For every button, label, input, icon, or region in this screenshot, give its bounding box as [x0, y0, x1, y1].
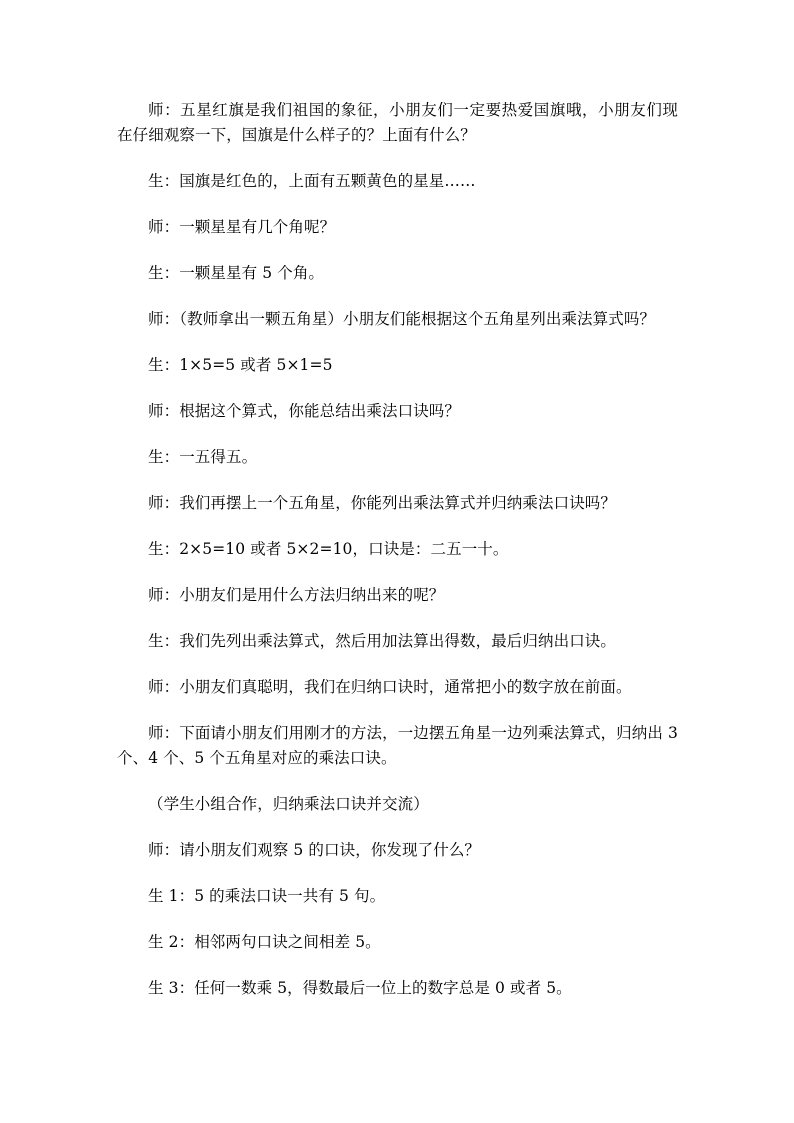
paragraph-3: 师：一颗星星有几个角呢？ — [148, 218, 336, 236]
paragraph-2: 生：国旗是红色的，上面有五颗黄色的星星…… — [148, 172, 476, 190]
paragraph-16: 师：请小朋友们观察 5 的口诀，你发现了什么？ — [148, 841, 481, 859]
paragraph-10: 生：2×5=10 或者 5×2=10，口诀是：二五一十。 — [148, 540, 509, 558]
paragraph-7: 师：根据这个算式，你能总结出乘法口诀吗？ — [148, 402, 461, 420]
paragraph-15: （学生小组合作，归纳乘法口诀并交流） — [148, 795, 429, 813]
paragraph-1: 师：五星红旗是我们祖国的象征，小朋友们一定要热爱国旗哦，小朋友们现在仔细观察一下，国旗是什么样子的？上面有什么？ — [117, 101, 678, 144]
paragraph-6: 生：1×5=5 或者 5×1=5 — [148, 356, 333, 374]
paragraph-5: 师：（教师拿出一颗五角星）小朋友们能根据这个五角星列出乘法算式吗？ — [148, 310, 656, 328]
paragraph-4: 生：一颗星星有 5 个角。 — [148, 264, 325, 282]
paragraph-9: 师：我们再摆上一个五角星，你能列出乘法算式并归纳乘法口诀吗？ — [148, 494, 617, 512]
paragraph-19: 生 3：任何一数乘 5，得数最后一位上的数字总是 0 或者 5。 — [148, 979, 572, 997]
paragraph-11: 师：小朋友们是用什么方法归纳出来的呢？ — [148, 586, 445, 604]
paragraph-17: 生 1：5 的乘法口诀一共有 5 句。 — [148, 887, 386, 905]
paragraph-13: 师：小朋友们真聪明，我们在归纳口诀时，通常把小的数字放在前面。 — [148, 678, 632, 696]
paragraph-8: 生：一五得五。 — [148, 448, 258, 466]
paragraph-18: 生 2：相邻两句口诀之间相差 5。 — [148, 933, 381, 951]
paragraph-12: 生：我们先列出乘法算式，然后用加法算出得数，最后归纳出口诀。 — [148, 632, 617, 650]
paragraph-14: 师：下面请小朋友们用刚才的方法，一边摆五角星一边列乘法算式，归纳出 3 个、4 个、5 个五角星对应的乘法口诀。 — [117, 724, 678, 767]
